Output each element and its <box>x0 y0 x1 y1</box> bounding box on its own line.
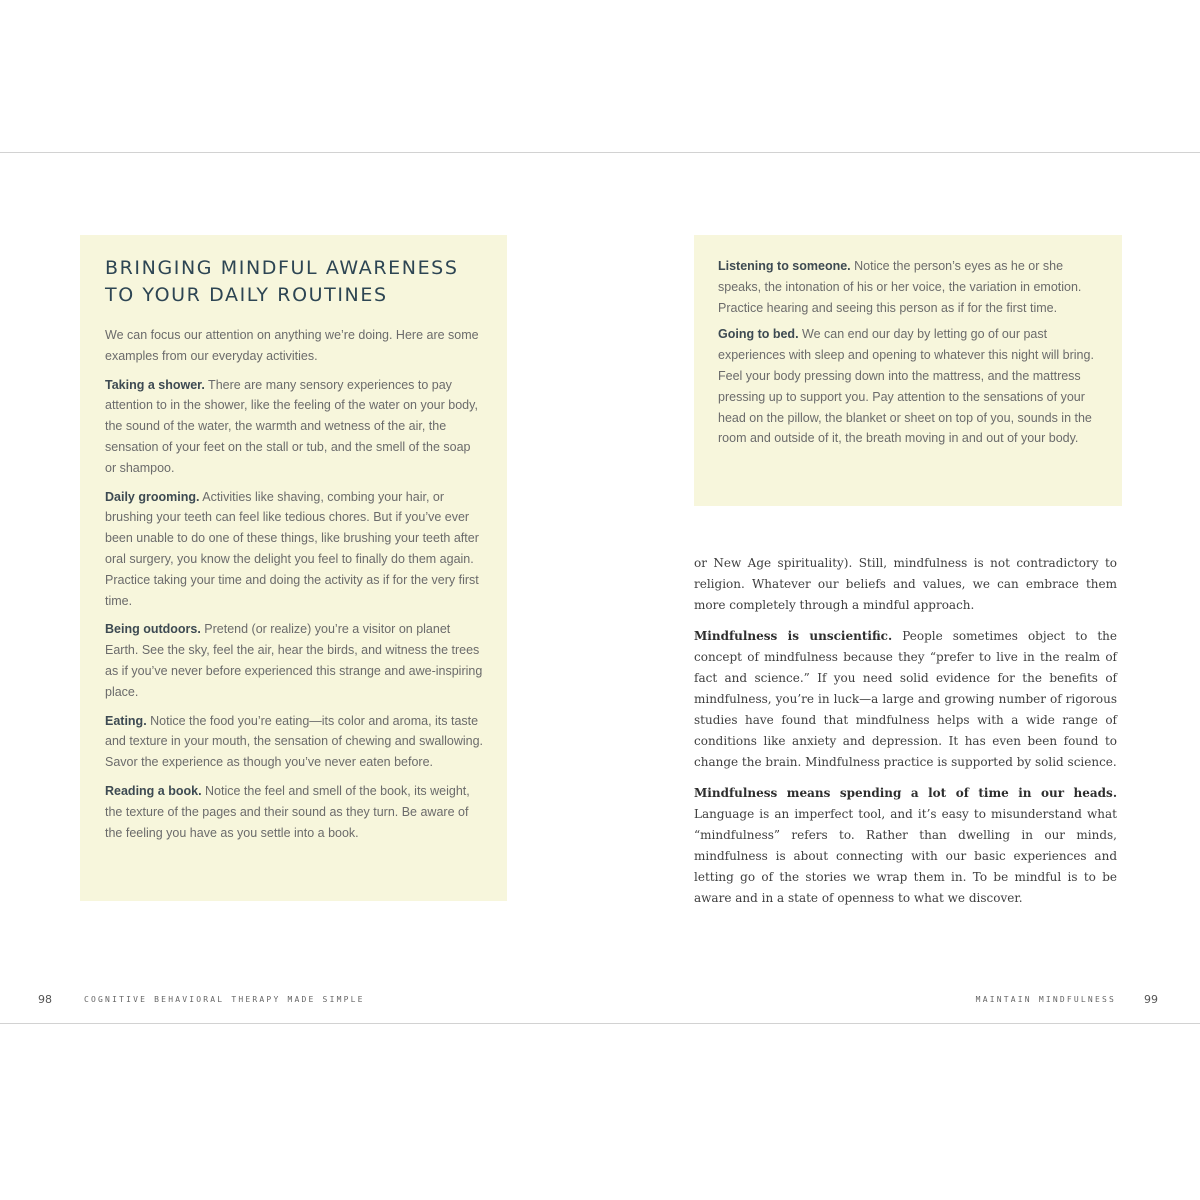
myth-lead: Mindfulness means spending a lot of time in our heads. <box>694 786 1117 800</box>
page-number-right: 99 <box>1144 993 1158 1006</box>
running-head-right: MAINTAIN MINDFULNESS <box>975 995 1116 1004</box>
body-paragraph <box>694 783 1117 909</box>
sidebar-box-daily-routines <box>80 235 507 901</box>
box-title <box>105 255 485 309</box>
routine-item <box>105 781 485 843</box>
routine-lead: Taking a shower. <box>105 377 205 392</box>
routine-item <box>105 375 485 479</box>
routine-text: Notice the feel and smell of the book, its weight, the texture of the pages and their sound as they turn. Be aware of the feeling you have as you settle into a book. <box>105 783 470 840</box>
routine-lead: Eating. <box>105 713 147 728</box>
routine-text: Pretend (or realize) you’re a visitor on planet Earth. See the sky, feel the air, hear the birds, and witness the trees as if you’ve never before experienced this strange and awe-inspiring place. <box>105 622 483 699</box>
routine-text: There are many sensory experiences to pay attention to in the shower, like the feeling of the water on your body, the sound of the water, the warmth and wetness of the air, the sensation of your feet on the stall or tub, and the smell of the soap or shampoo. <box>105 377 478 475</box>
page-number-left: 98 <box>38 993 52 1006</box>
myth-text: People sometimes object to the concept of mindfulness because they “prefer to live in the realm of fact and science.” If you need solid evidence for the benefits of mindfulness, you’re in luck—a large and growing number of rigorous studies have found that mindfulness helps with a wide range of conditions like anxiety and depression. It has even been found to change the brain. Mindfulness practice is supported by solid science. <box>694 629 1118 769</box>
box-title-line-1: BRINGING MINDFUL AWARENESS <box>105 257 459 279</box>
body-paragraph <box>694 626 1117 773</box>
routine-text: Activities like shaving, combing your hair, or brushing your teeth can feel like tedious chores. But if you’ve ever been unable to do one of these things, like brushing your teeth after oral surgery, you know the delight you feel to finally do them again. Practice taking your time and doing the activity as if for the very first time. <box>105 489 479 608</box>
routine-text: Notice the food you’re eating—its color and aroma, its taste and texture in your mouth, the sensation of chewing and swallowing. Savor the experience as though you’ve never eaten before. <box>105 713 484 770</box>
box-intro: We can focus our attention on anything we’re doing. Here are some examples from our everyday activities. <box>105 328 479 363</box>
body-text-column <box>694 553 1117 919</box>
book-spread <box>0 152 1200 1024</box>
routine-text: We can end our day by letting go of our past experiences with sleep and opening to whatever this night will bring. Feel your body pressing down into the mattress, and the mattress pressing up to support you. Pay attention to the sensations of your head on the pillow, the blanket or sheet on top of you, sounds in the room and outside of it, the breath moving in and out of your body. <box>718 327 1094 446</box>
routine-lead: Reading a book. <box>105 783 202 798</box>
routine-text: Notice the person’s eyes as he or she speaks, the intonation of his or her voice, the variation in emotion. Practice hearing and seeing this person as if for the first time. <box>718 259 1082 315</box>
body-paragraph-continuation: or New Age spirituality). Still, mindfulness is not contradictory to religion. Whatever our beliefs and values, we can embrace them more completely through a mindful approach. <box>694 556 1117 612</box>
running-head-left: COGNITIVE BEHAVIORAL THERAPY MADE SIMPLE <box>84 995 365 1004</box>
routine-lead: Being outdoors. <box>105 622 201 637</box>
routine-item <box>718 324 1100 449</box>
routine-item <box>105 487 485 612</box>
myth-lead: Mindfulness is unscientific. <box>694 629 893 643</box>
box-title-line-2: TO YOUR DAILY ROUTINES <box>105 284 388 306</box>
myth-text: Language is an imperfect tool, and it’s easy to misunderstand what “mindfulness” refers to. Rather than dwelling in our minds, mindfulness is about connecting with our basic experiences and letting go of the stories we wrap them in. To be mindful is to be aware and in a state of openness to what we discover. <box>694 807 1117 905</box>
routine-item <box>105 711 485 773</box>
routine-item <box>105 619 485 702</box>
routine-lead: Daily grooming. <box>105 489 200 504</box>
routine-lead: Going to bed. <box>718 327 799 342</box>
routine-lead: Listening to someone. <box>718 259 851 273</box>
sidebar-box-continued <box>694 235 1122 506</box>
routine-item <box>718 256 1100 318</box>
